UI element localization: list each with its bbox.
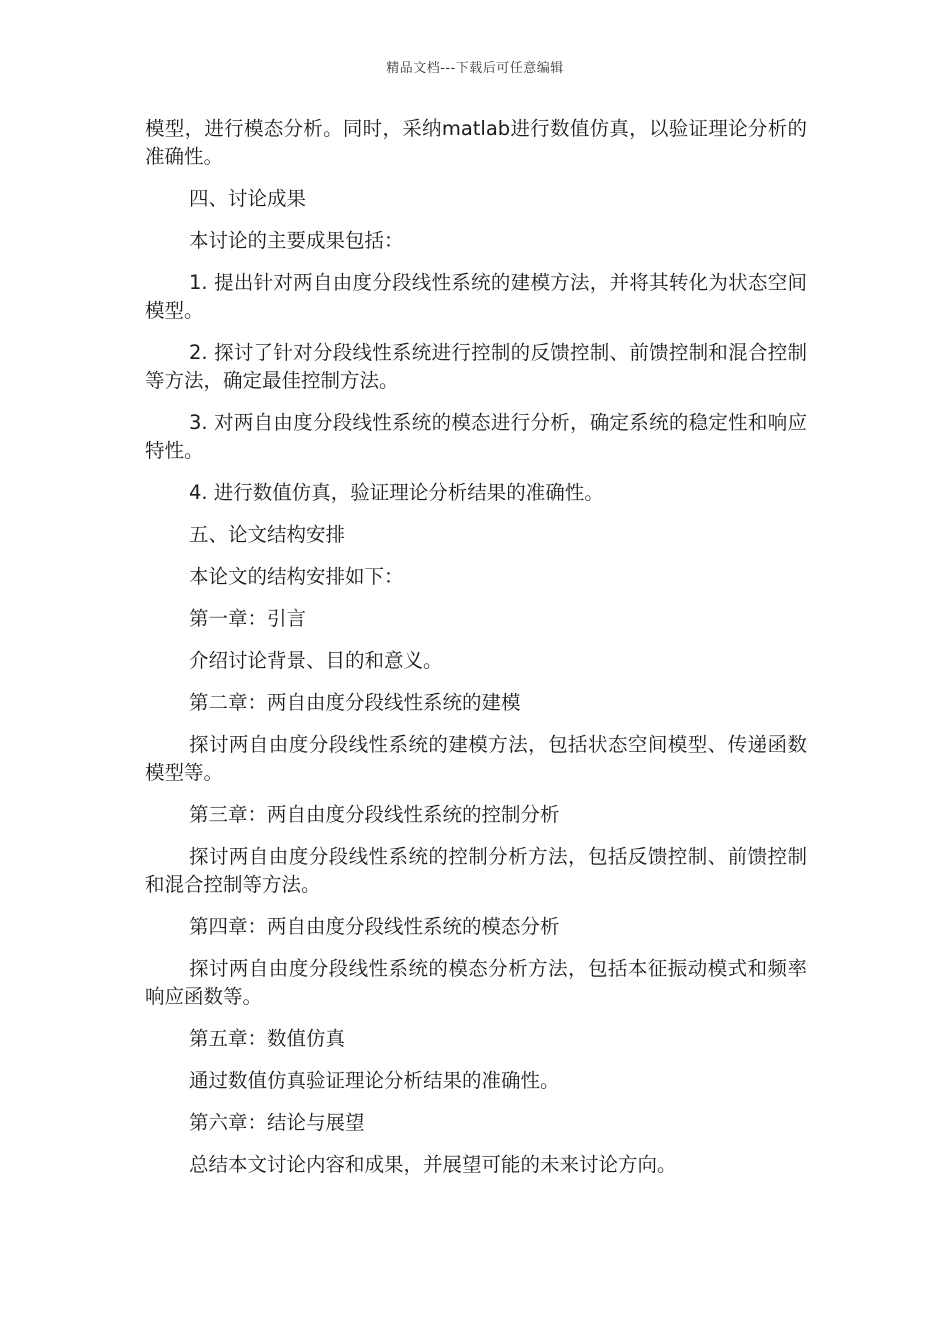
section-heading-structure: 五、论文结构安排: [189, 523, 346, 546]
page-header: 精品文档---下载后可任意编辑: [386, 61, 564, 76]
chapter-1-title: 第一章：引言: [189, 607, 307, 630]
chapter-5-desc: 通过数值仿真验证理论分析结果的准确性。: [189, 1069, 560, 1092]
result-item-4: 4. 进行数值仿真，验证理论分析结果的准确性。: [189, 481, 604, 504]
chapter-5-title: 第五章：数值仿真: [189, 1027, 346, 1050]
chapter-1-desc: 介绍讨论背景、目的和意义。: [189, 649, 443, 672]
result-item-2: 2. 探讨了针对分段线性系统进行控制的反馈控制、前馈控制和混合控制等方法，确定最佳控制方法。: [145, 341, 807, 392]
chapter-2-desc: 探讨两自由度分段线性系统的建模方法，包括状态空间模型、传递函数模型等。: [145, 733, 807, 784]
chapter-4-title: 第四章：两自由度分段线性系统的模态分析: [189, 915, 560, 938]
continuation-paragraph: 模型，进行模态分析。同时，采纳matlab进行数值仿真，以验证理论分析的准确性。: [145, 117, 807, 168]
chapter-6-desc: 总结本文讨论内容和成果，并展望可能的未来讨论方向。: [189, 1153, 677, 1176]
results-intro: 本讨论的主要成果包括：: [189, 229, 404, 252]
result-item-3: 3. 对两自由度分段线性系统的模态进行分析，确定系统的稳定性和响应特性。: [145, 411, 807, 462]
chapter-6-title: 第六章：结论与展望: [189, 1111, 365, 1134]
chapter-3-desc: 探讨两自由度分段线性系统的控制分析方法，包括反馈控制、前馈控制和混合控制等方法。: [145, 845, 807, 896]
structure-intro: 本论文的结构安排如下：: [189, 565, 404, 588]
result-item-1: 1. 提出针对两自由度分段线性系统的建模方法，并将其转化为状态空间模型。: [145, 271, 807, 322]
chapter-3-title: 第三章：两自由度分段线性系统的控制分析: [189, 803, 560, 826]
section-heading-results: 四、讨论成果: [189, 187, 307, 210]
document-body: [145, 115, 807, 1193]
chapter-2-title: 第二章：两自由度分段线性系统的建模: [189, 691, 521, 714]
chapter-4-desc: 探讨两自由度分段线性系统的模态分析方法，包括本征振动模式和频率响应函数等。: [145, 957, 807, 1008]
